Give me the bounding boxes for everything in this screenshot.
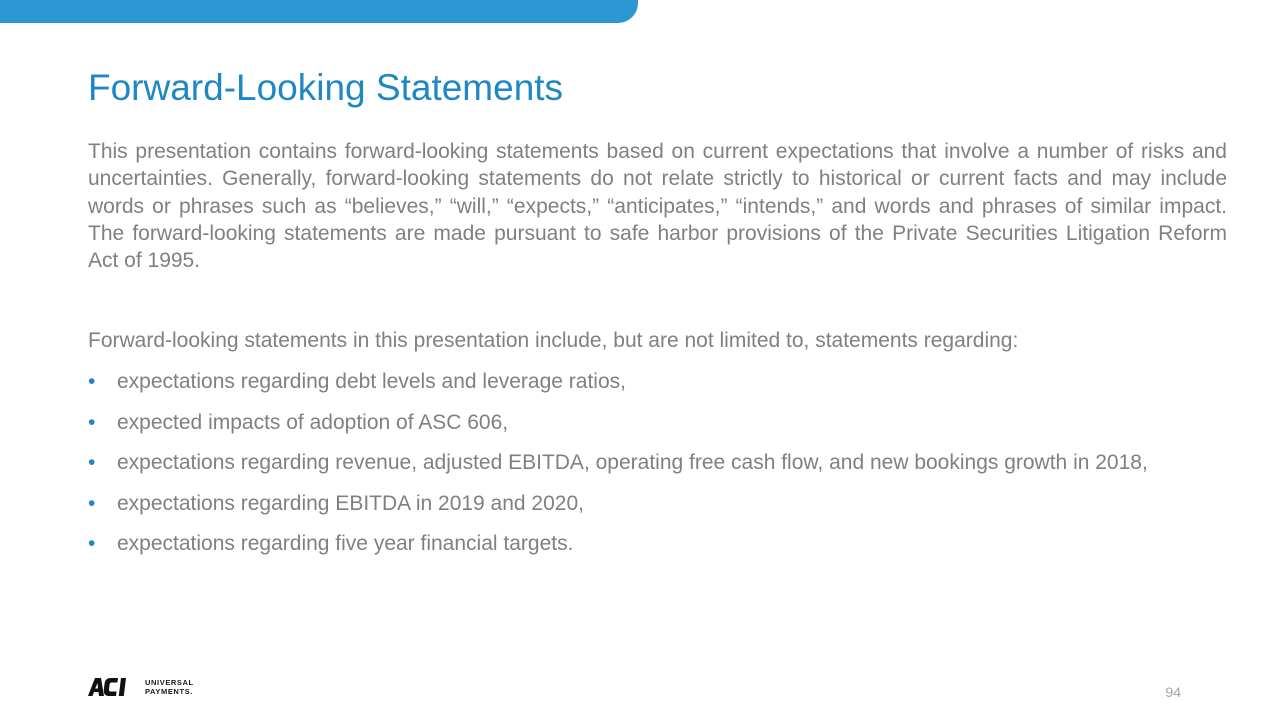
- logo-wordmark: [145, 678, 194, 696]
- intro-paragraph: This presentation contains forward-looking statements based on current expectations that involve a number of risks and uncertainties. Generally, forward-looking statements do not relate strictly to historical or current facts and may include words or phrases such as “believes,” “will,” “expects,” “anticipates,” “intends,” and words and phrases of similar impact. The forward-looking statements are made pursuant to safe harbor provisions of the Private Securities Litigation Reform Act of 1995.: [88, 140, 1227, 273]
- bullet-text: expected impacts of adoption of ASC 606,: [117, 410, 509, 434]
- list-item: [88, 368, 1148, 396]
- page-number: 94: [1165, 684, 1181, 700]
- list-item: [88, 409, 1148, 437]
- list-item: [88, 449, 1148, 477]
- list-item: [88, 490, 1148, 518]
- company-logo: [88, 676, 194, 698]
- top-accent-bar: [0, 0, 638, 23]
- bullet-text: expectations regarding revenue, adjusted EBITDA, operating free cash flow, and new bookings growth in 2018,: [117, 451, 1148, 474]
- lead-sentence: Forward-looking statements in this presentation include, but are not limited to, statements regarding:: [88, 329, 1019, 352]
- bullet-icon: •: [88, 451, 96, 474]
- list-item: [88, 530, 1148, 558]
- bullet-text: expectations regarding debt levels and leverage ratios,: [117, 370, 626, 393]
- logo-line-2: PAYMENTS.: [145, 687, 193, 696]
- aci-logo-icon: [88, 678, 136, 696]
- logo-line-1: UNIVERSAL: [145, 678, 194, 687]
- bullet-text: expectations regarding EBITDA in 2019 and 2020,: [117, 491, 584, 515]
- bullet-icon: •: [88, 491, 96, 515]
- bullet-icon: •: [88, 532, 96, 555]
- slide-title: Forward-Looking Statements: [88, 67, 564, 108]
- bullet-icon: •: [88, 370, 96, 393]
- bullet-list: [88, 368, 1148, 571]
- bullet-text: expectations regarding five year financial targets.: [117, 532, 574, 555]
- bullet-icon: •: [88, 410, 96, 434]
